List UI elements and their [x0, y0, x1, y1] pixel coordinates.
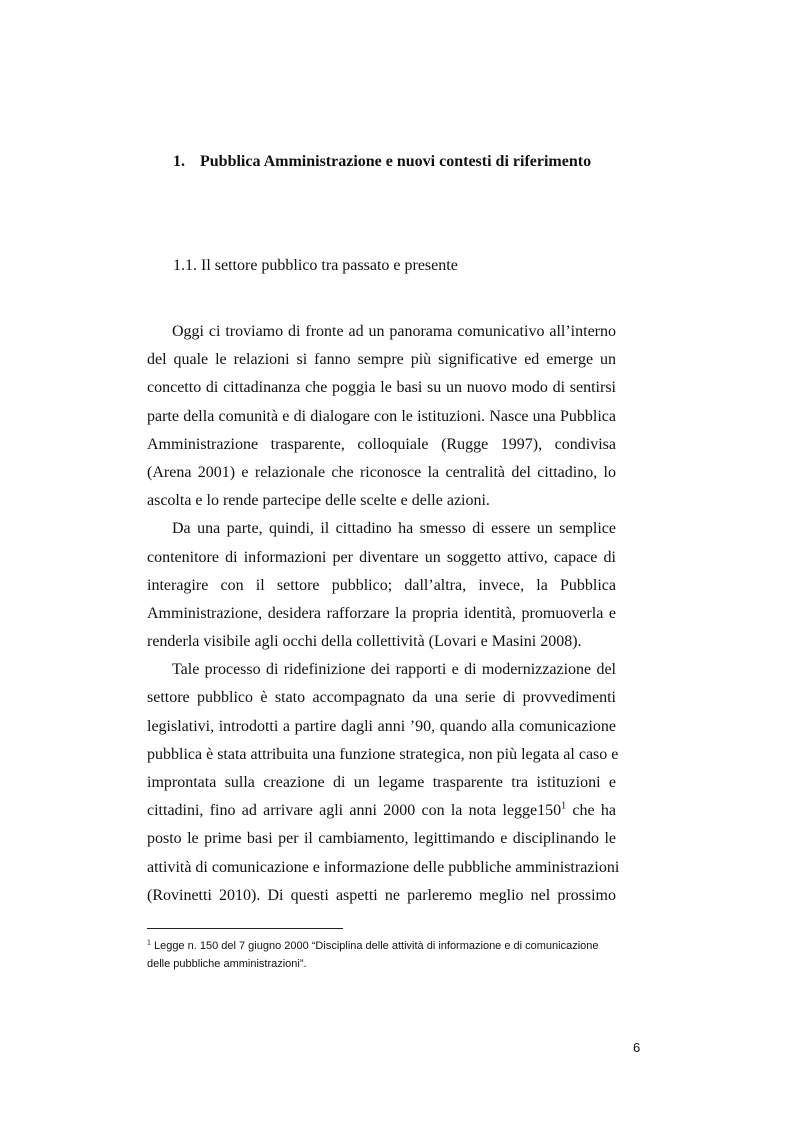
paragraph-line: Amministrazione trasparente, colloquiale (Rugge 1997), condivisa — [147, 435, 616, 453]
chapter-heading — [173, 152, 643, 172]
paragraph-line: Tale processo di ridefinizione dei rapporti e di modernizzazione del — [172, 661, 616, 679]
paragraph-line: Oggi ci troviamo di fronte ad un panorama comunicativo all’interno — [172, 323, 616, 340]
line-text: cittadini, fino ad arrivare agli anni 2000 con la nota legge150 — [147, 802, 562, 820]
paragraph-line: attività di comunicazione e informazione delle pubbliche amministrazioni — [147, 858, 620, 876]
footnote-text: Legge n. 150 del 7 giugno 2000 “Disciplina delle attività di informazione e di comunicazione — [150, 940, 599, 952]
footnote-marker: 1 — [147, 939, 151, 947]
paragraph-line: settore pubblico è stato accompagnato da una serie di provvedimenti — [147, 689, 616, 707]
footnote-divider — [147, 928, 343, 929]
paragraph-line: improntata sulla creazione di un legame trasparente tra istituzioni e — [147, 774, 616, 791]
paragraph-line: Amministrazione, desidera rafforzare la propria identità, promuoverla e — [147, 604, 616, 622]
paragraph-line: Da una parte, quindi, il cittadino ha smesso di essere un semplice — [172, 520, 616, 538]
page-number: 6 — [633, 1040, 641, 1055]
footnote-line — [147, 937, 647, 955]
paragraph-line: (Rovinetti 2010). Di questi aspetti ne parleremo meglio nel prossimo — [147, 886, 616, 904]
footnote-line: delle pubbliche amministrazioni”. — [147, 958, 307, 970]
footnote-reference[interactable]: 1 — [561, 800, 567, 812]
paragraph-line: posto le prime basi per il cambiamento, legittimando e disciplinando le — [147, 830, 616, 848]
paragraph-line-with-footnote — [147, 797, 616, 825]
paragraph-line: del quale le relazioni si fanno sempre più significative ed emerge un — [147, 351, 616, 369]
paragraph-line: (Arena 2001) e relazionale che riconosce la centralità del cittadino, lo — [147, 463, 616, 481]
paragraph-line: pubblica è stata attribuita una funzione strategica, non più legata al caso e — [147, 745, 619, 763]
paragraph-line: legislativi, introdotti a partire dagli anni ’90, quando alla comunicazione — [147, 717, 616, 735]
paragraph-line: renderla visibile agli occhi della collettività (Lovari e Masini 2008). — [147, 633, 582, 651]
section-heading: 1.1. Il settore pubblico tra passato e presente — [173, 257, 458, 274]
paragraph-line: ascolta e lo rende partecipe delle scelte e delle azioni. — [147, 492, 490, 510]
body-text — [147, 318, 620, 910]
paragraph-line: concetto di cittadinanza che poggia le basi su un nuovo modo di sentirsi — [147, 379, 616, 397]
chapter-number: 1. — [173, 153, 185, 170]
chapter-title-text: Pubblica Amministrazione e nuovi contesti di riferimento — [200, 153, 592, 170]
line-text-continued: che ha — [566, 802, 617, 820]
paragraph-line: interagire con il settore pubblico; dall’altra, invece, la Pubblica — [147, 576, 616, 594]
footnote — [147, 937, 647, 973]
paragraph-line: contenitore di informazioni per diventare un soggetto attivo, capace di — [147, 548, 616, 566]
paragraph-line: parte della comunità e di dialogare con le istituzioni. Nasce una Pubblica — [147, 407, 616, 425]
